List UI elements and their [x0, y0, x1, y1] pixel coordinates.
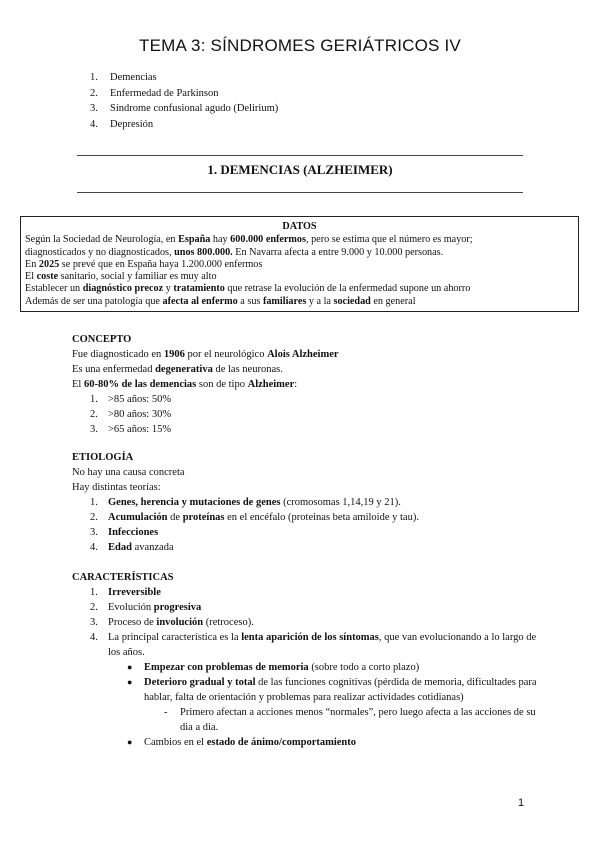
- etiologia-section: [72, 450, 542, 555]
- list-item: 1. Genes, herencia y mutaciones de genes (cromosomas 1,14,19 y 21).: [90, 497, 401, 508]
- list-item: 2. Acumulación de proteínas en el encéfalo (proteinas beta amiloide y tau).: [90, 512, 419, 523]
- caracteristicas-heading: CARACTERÍSTICAS: [72, 572, 174, 583]
- list-item: 2. Evolución progresiva: [90, 602, 202, 613]
- table-of-contents: [90, 70, 278, 132]
- datos-line: diagnosticados y no diagnosticados, unos 800.000. En Navarra afecta a entre 9.000 y 10.000 personas.: [25, 246, 444, 258]
- list-item: 3. Proceso de involución (retroceso).: [90, 617, 254, 628]
- sintomas-list: [72, 660, 542, 705]
- datos-title: DATOS: [282, 221, 317, 232]
- concepto-line: Es una enfermedad degenerativa de las neuronas.: [72, 364, 283, 375]
- etiologia-heading: ETIOLOGÍA: [72, 452, 134, 463]
- section-heading: 1. DEMENCIAS (ALZHEIMER): [207, 162, 393, 177]
- etiologia-line: No hay una causa concreta: [72, 467, 185, 478]
- etiologia-list: [72, 495, 542, 555]
- datos-line: Además de ser una patología que afecta al enfermo a sus familiares y a la sociedad en general: [25, 295, 416, 307]
- concepto-section: [72, 332, 542, 437]
- list-item: ● Empezar con problemas de memoria (sobre todo a corto plazo): [127, 662, 420, 673]
- datos-line: El coste sanitario, social y familiar es muy alto: [25, 271, 217, 283]
- toc-item: 2. Enfermedad de Parkinson: [90, 87, 219, 99]
- concepto-list: [72, 392, 542, 437]
- concepto-line: El 60-80% de las demencias son de tipo Alzheimer:: [72, 379, 298, 390]
- list-item: 4. Edad avanzada: [90, 542, 174, 553]
- concepto-line: Fue diagnosticado en 1906 por el neurológico Alois Alzheimer: [72, 349, 339, 360]
- toc-item: 1. Demencias: [90, 72, 157, 83]
- bullet-icon: ●: [127, 662, 133, 672]
- datos-line: Según la Sociedad de Neurología, en España hay 600.000 enfermos, pero se estima que el número es mayor;: [25, 234, 473, 246]
- divider-bottom: [77, 192, 523, 193]
- divider-top: [77, 155, 523, 156]
- page-number: 1: [518, 797, 525, 809]
- list-item: 4. La principal característica es la lenta aparición de los síntomas, que van evolucionando a lo largo de los años.: [90, 632, 537, 658]
- bullet-icon: ●: [127, 677, 133, 687]
- dash-icon: -: [164, 707, 168, 718]
- datos-box: [20, 216, 579, 312]
- concepto-heading: CONCEPTO: [72, 334, 132, 345]
- toc-item: 3. Síndrome confusional agudo (Delirium): [90, 103, 279, 114]
- list-item: 3. >65 años: 15%: [90, 424, 172, 435]
- list-item: 3. Infecciones: [90, 527, 159, 538]
- list-item: ● Deterioro gradual y total de las funciones cognitivas (pérdida de memoria, dificultades para hablar, falta de orientación y problemas para realizar actividades cotidianas): [127, 677, 537, 703]
- caracteristicas-list: [72, 585, 542, 660]
- page-title: TEMA 3: SÍNDROMES GERIÁTRICOS IV: [139, 36, 461, 55]
- datos-line: En 2025 se prevé que en España haya 1.200.000 enfermos: [25, 258, 263, 270]
- bullet-icon: ●: [127, 737, 133, 747]
- etiologia-line: Hay distintas teorías:: [72, 482, 161, 493]
- sintomas-list-continued: [72, 735, 542, 750]
- list-item: 1. Irreversible: [90, 587, 161, 598]
- caracteristicas-section: [72, 570, 542, 750]
- toc-item: 4. Depresión: [90, 118, 154, 130]
- list-item: ● Cambios en el estado de ánimo/comportamiento: [127, 737, 357, 748]
- sub-list: [72, 705, 542, 735]
- list-item: - Primero afectan a acciones menos “normales”, pero luego afecta a las acciones de su dia a dia.: [164, 707, 536, 733]
- list-item: 1. >85 años: 50%: [90, 394, 172, 405]
- datos-line: Establecer un diagnóstico precoz y tratamiento que retrase la evolución de la enfermedad supone un ahorro: [25, 283, 471, 295]
- list-item: 2. >80 años: 30%: [90, 409, 172, 420]
